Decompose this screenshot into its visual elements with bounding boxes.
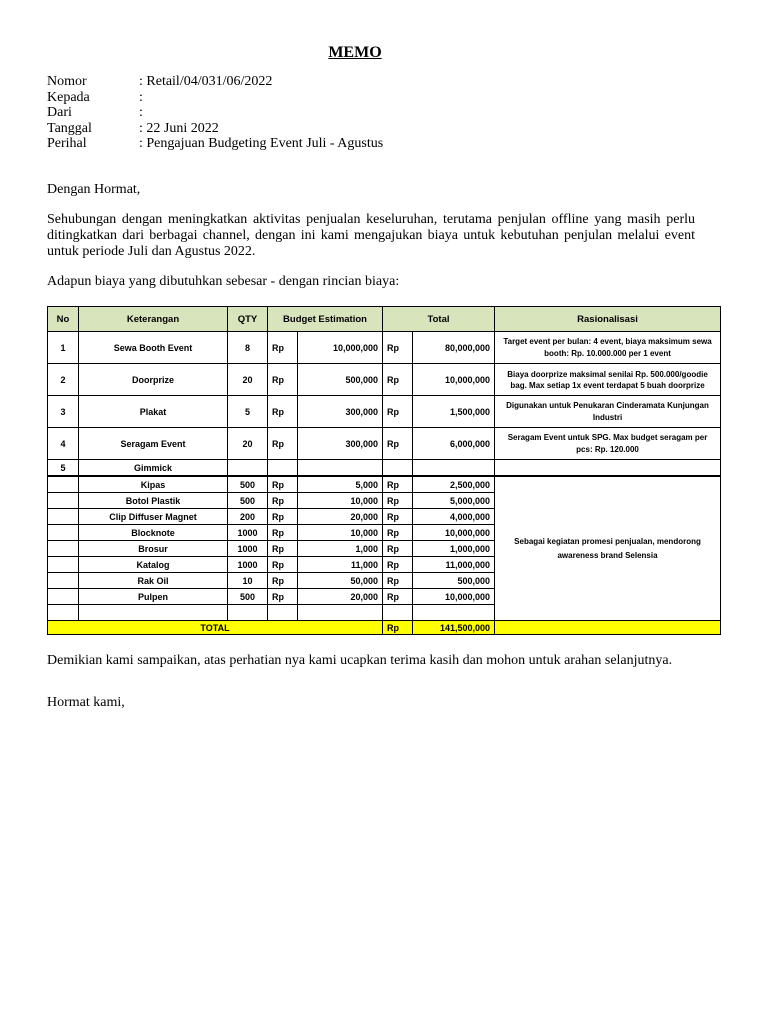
cell-empty bbox=[495, 621, 721, 635]
cell-total-currency: Rp bbox=[383, 589, 413, 605]
cell-empty bbox=[48, 605, 79, 621]
signoff: Hormat kami, bbox=[47, 695, 125, 710]
cell-empty bbox=[48, 589, 79, 605]
cell-total-currency: Rp bbox=[383, 541, 413, 557]
cell-empty bbox=[383, 460, 413, 477]
meta-value: : 22 Juni 2022 bbox=[139, 120, 219, 136]
cell-keterangan: Doorprize bbox=[79, 364, 228, 396]
cell-no: 2 bbox=[48, 364, 79, 396]
cell-empty bbox=[268, 460, 298, 477]
cell-total-currency: Rp bbox=[383, 573, 413, 589]
cell-keterangan: Kipas bbox=[79, 476, 228, 493]
cell-empty bbox=[48, 493, 79, 509]
cell-keterangan: Blocknote bbox=[79, 525, 228, 541]
cell-no: 1 bbox=[48, 332, 79, 364]
closing-paragraph: Demikian kami sampaikan, atas perhatian nya kami ucapkan terima kasih dan mohon untuk arahan selanjutnya. bbox=[47, 653, 673, 668]
cell-empty bbox=[413, 460, 495, 477]
cell-budget-currency: Rp bbox=[268, 493, 298, 509]
cell-budget: 20,000 bbox=[298, 589, 383, 605]
cell-budget: 10,000 bbox=[298, 525, 383, 541]
lead-paragraph: Adapun biaya yang dibutuhkan sebesar - dengan rincian biaya: bbox=[47, 274, 400, 289]
cell-keterangan: Gimmick bbox=[79, 460, 228, 477]
cell-rasionalisasi: Digunakan untuk Penukaran Cinderamata Kunjungan Industri bbox=[495, 396, 721, 428]
cell-no: 3 bbox=[48, 396, 79, 428]
cell-rasionalisasi: Seragam Event untuk SPG. Max budget seragam per pcs: Rp. 120.000 bbox=[495, 428, 721, 460]
cell-budget: 300,000 bbox=[298, 396, 383, 428]
cell-total: 2,500,000 bbox=[413, 476, 495, 493]
table-row bbox=[48, 428, 721, 460]
meta-value: : Retail/04/031/06/2022 bbox=[139, 74, 273, 89]
cell-budget-currency: Rp bbox=[268, 364, 298, 396]
cell-budget-currency: Rp bbox=[268, 573, 298, 589]
cell-empty bbox=[228, 460, 268, 477]
cell-budget-currency: Rp bbox=[268, 428, 298, 460]
cell-keterangan: Brosur bbox=[79, 541, 228, 557]
cell-budget-currency: Rp bbox=[268, 509, 298, 525]
table-header-row bbox=[48, 307, 721, 332]
header-total: Total bbox=[383, 307, 495, 332]
cell-total: 6,000,000 bbox=[413, 428, 495, 460]
cell-total: 1,500,000 bbox=[413, 396, 495, 428]
cell-total: 10,000,000 bbox=[413, 525, 495, 541]
cell-empty bbox=[48, 525, 79, 541]
meta-label: Kepada bbox=[47, 89, 90, 105]
cell-total-currency: Rp bbox=[383, 364, 413, 396]
cell-qty: 1000 bbox=[228, 557, 268, 573]
memo-meta-block bbox=[47, 74, 383, 152]
meta-row-nomor bbox=[47, 74, 383, 90]
table-row-gimmick bbox=[48, 460, 721, 477]
cell-budget: 10,000,000 bbox=[298, 332, 383, 364]
cell-empty bbox=[48, 509, 79, 525]
meta-label: Dari bbox=[47, 105, 72, 120]
cell-rasionalisasi-gimmick: Sebagai kegiatan promesi penjualan, mendorong awareness brand Selensia bbox=[495, 476, 721, 621]
cell-qty: 500 bbox=[228, 476, 268, 493]
header-no: No bbox=[48, 307, 79, 332]
cell-total-currency: Rp bbox=[383, 428, 413, 460]
meta-value: : bbox=[139, 89, 143, 105]
cell-budget: 1,000 bbox=[298, 541, 383, 557]
cell-no: 4 bbox=[48, 428, 79, 460]
cell-qty: 10 bbox=[228, 573, 268, 589]
cell-budget-currency: Rp bbox=[268, 396, 298, 428]
cell-empty bbox=[48, 557, 79, 573]
cell-total: 4,000,000 bbox=[413, 509, 495, 525]
meta-row-kepada bbox=[47, 90, 383, 106]
meta-label: Nomor bbox=[47, 74, 87, 89]
meta-value: : bbox=[139, 105, 143, 120]
cell-qty: 1000 bbox=[228, 525, 268, 541]
cell-empty bbox=[495, 460, 721, 477]
cell-empty bbox=[413, 605, 495, 621]
cell-total: 80,000,000 bbox=[413, 332, 495, 364]
cell-budget: 300,000 bbox=[298, 428, 383, 460]
header-rasionalisasi: Rasionalisasi bbox=[495, 307, 721, 332]
total-value: 141,500,000 bbox=[413, 621, 495, 635]
cell-empty bbox=[48, 541, 79, 557]
header-qty: QTY bbox=[228, 307, 268, 332]
cell-empty bbox=[268, 605, 298, 621]
cell-total-currency: Rp bbox=[383, 493, 413, 509]
cell-budget: 10,000 bbox=[298, 493, 383, 509]
cell-keterangan: Clip Diffuser Magnet bbox=[79, 509, 228, 525]
table-row bbox=[48, 332, 721, 364]
cell-budget: 11,000 bbox=[298, 557, 383, 573]
meta-value: : Pengajuan Budgeting Event Juli - Agustus bbox=[139, 136, 384, 151]
cell-rasionalisasi: Target event per bulan: 4 event, biaya maksimum sewa booth: Rp. 10.000.000 per 1 event bbox=[495, 332, 721, 364]
cell-budget: 500,000 bbox=[298, 364, 383, 396]
cell-budget-currency: Rp bbox=[268, 589, 298, 605]
total-currency: Rp bbox=[383, 621, 413, 635]
cell-empty bbox=[383, 605, 413, 621]
cell-keterangan: Plakat bbox=[79, 396, 228, 428]
cell-total-currency: Rp bbox=[383, 557, 413, 573]
meta-row-dari bbox=[47, 105, 383, 121]
cell-empty bbox=[298, 460, 383, 477]
cell-budget-currency: Rp bbox=[268, 476, 298, 493]
budget-table bbox=[47, 306, 721, 635]
cell-total: 1,000,000 bbox=[413, 541, 495, 557]
cell-keterangan: Pulpen bbox=[79, 589, 228, 605]
cell-qty: 500 bbox=[228, 589, 268, 605]
cell-total-currency: Rp bbox=[383, 509, 413, 525]
cell-rasionalisasi: Biaya doorprize maksimal senilai Rp. 500.000/goodie bag. Max setiap 1x event terdapat 5 buah doorprize bbox=[495, 364, 721, 396]
cell-empty bbox=[79, 605, 228, 621]
cell-total-currency: Rp bbox=[383, 396, 413, 428]
cell-qty: 5 bbox=[228, 396, 268, 428]
cell-budget: 50,000 bbox=[298, 573, 383, 589]
cell-empty bbox=[48, 476, 79, 493]
cell-total-currency: Rp bbox=[383, 332, 413, 364]
header-budget: Budget Estimation bbox=[268, 307, 383, 332]
cell-qty: 1000 bbox=[228, 541, 268, 557]
cell-total: 10,000,000 bbox=[413, 589, 495, 605]
cell-total-currency: Rp bbox=[383, 525, 413, 541]
cell-keterangan: Rak Oil bbox=[79, 573, 228, 589]
cell-qty: 20 bbox=[228, 428, 268, 460]
cell-qty: 500 bbox=[228, 493, 268, 509]
cell-keterangan: Katalog bbox=[79, 557, 228, 573]
table-row-total bbox=[48, 621, 721, 635]
meta-label: Tanggal bbox=[47, 120, 92, 136]
meta-row-tanggal bbox=[47, 121, 383, 137]
header-keterangan: Keterangan bbox=[79, 307, 228, 332]
cell-keterangan: Seragam Event bbox=[79, 428, 228, 460]
cell-budget-currency: Rp bbox=[268, 525, 298, 541]
cell-budget-currency: Rp bbox=[268, 557, 298, 573]
cell-empty bbox=[48, 573, 79, 589]
total-label: TOTAL bbox=[48, 621, 383, 635]
cell-total-currency: Rp bbox=[383, 476, 413, 493]
cell-qty: 20 bbox=[228, 364, 268, 396]
cell-keterangan: Sewa Booth Event bbox=[79, 332, 228, 364]
greeting: Dengan Hormat, bbox=[47, 182, 141, 197]
table-row bbox=[48, 364, 721, 396]
table-row bbox=[48, 396, 721, 428]
cell-total: 11,000,000 bbox=[413, 557, 495, 573]
cell-total: 5,000,000 bbox=[413, 493, 495, 509]
cell-keterangan: Botol Plastik bbox=[79, 493, 228, 509]
intro-paragraph: Sehubungan dengan meningkatkan aktivitas penjualan keseluruhan, terutama penjulan offline yang masih perlu ditingkatkan dari berbagai channel, dengan ini kami mengajukan biaya untuk kebutuhan penjulan melalui event untuk periode Juli dan Agustus 2022. bbox=[47, 212, 695, 259]
cell-budget: 20,000 bbox=[298, 509, 383, 525]
cell-budget-currency: Rp bbox=[268, 332, 298, 364]
cell-qty: 200 bbox=[228, 509, 268, 525]
cell-empty bbox=[298, 605, 383, 621]
cell-no: 5 bbox=[48, 460, 79, 477]
cell-empty bbox=[228, 605, 268, 621]
meta-row-perihal bbox=[47, 136, 383, 152]
cell-budget-currency: Rp bbox=[268, 541, 298, 557]
cell-qty: 8 bbox=[228, 332, 268, 364]
table-row bbox=[48, 476, 721, 493]
meta-label: Perihal bbox=[47, 136, 87, 151]
memo-title: MEMO bbox=[328, 44, 382, 61]
cell-budget: 5,000 bbox=[298, 476, 383, 493]
cell-total: 500,000 bbox=[413, 573, 495, 589]
cell-total: 10,000,000 bbox=[413, 364, 495, 396]
